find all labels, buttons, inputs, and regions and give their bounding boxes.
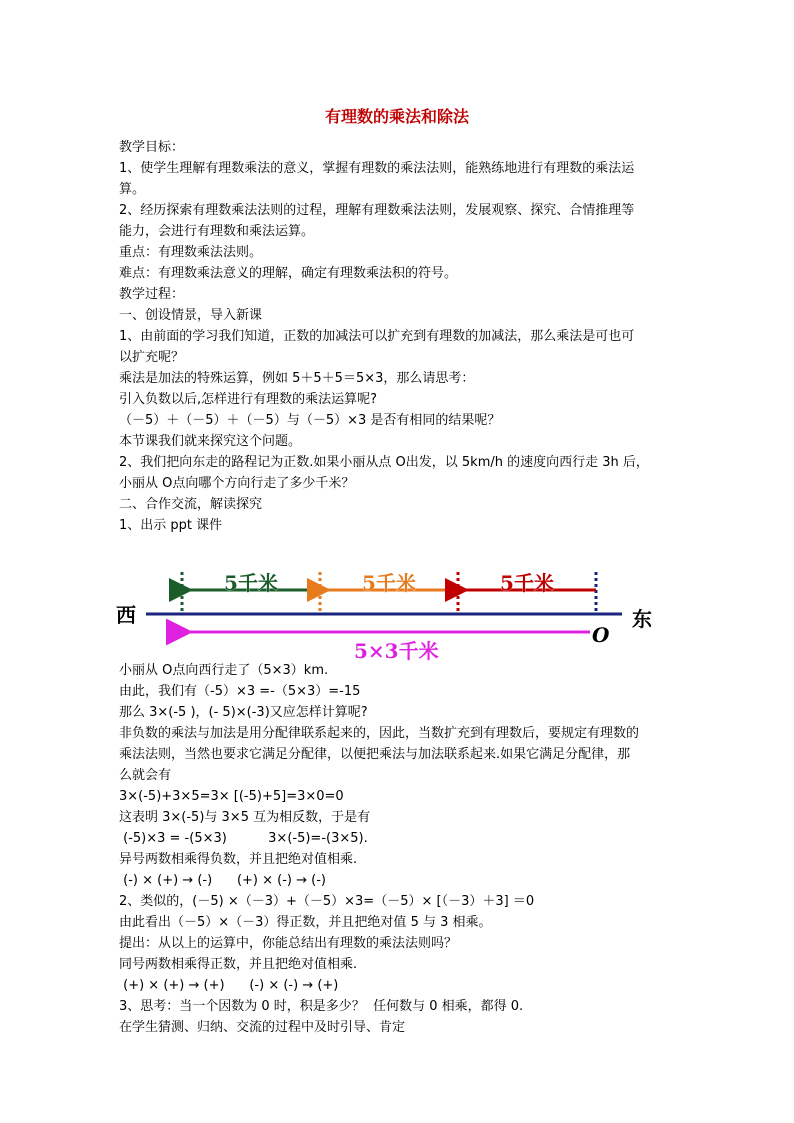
total-label: 5×3千米 <box>354 639 439 663</box>
east-label: 东 <box>632 607 652 631</box>
text-line: 3、思考：当一个因数为 0 时，积是多少？ 任何数与 0 相乘，都得 0. <box>119 999 524 1014</box>
text-line: 么就会有 <box>119 768 172 783</box>
origin-label: O <box>592 623 610 647</box>
text-line: 1、出示 ppt 课件 <box>119 518 223 533</box>
text-line: 引入负数以后,怎样进行有理数的乘法运算呢? <box>119 392 378 407</box>
text-line: 能力，会进行有理数和乘法运算。 <box>119 224 315 239</box>
segment-label-2: 5千米 <box>362 571 416 595</box>
text-line: 本节课我们就来探究这个问题。 <box>119 434 302 449</box>
text-line: 2、我们把向东走的路程记为正数.如果小丽从点 O出发，以 5km/h 的速度向西行走 3h 后， <box>119 455 649 470</box>
text-line: 这表明 3×(-5)与 3×5 互为相反数，于是有 <box>119 810 371 825</box>
text-line: 教学过程： <box>119 287 185 302</box>
segment-label-3: 5千米 <box>500 571 554 595</box>
text-line: 在学生猜测、归纳、交流的过程中及时引导、肯定 <box>119 1020 406 1035</box>
number-line-diagram <box>114 560 674 670</box>
text-line: 那么 3×(-5 )，(- 5)×(-3)又应怎样计算呢? <box>119 705 368 720</box>
text-line: 同号两数相乘得正数，并且把绝对值相乘. <box>119 957 358 972</box>
text-line: 一、创设情景，导入新课 <box>119 308 263 323</box>
page-title: 有理数的乘法和除法 <box>324 107 469 126</box>
text-line: (-5)×3 = -(5×3) 3×(-5)=-(3×5). <box>119 831 368 846</box>
text-line: 3×(-5)+3×5=3× [(-5)+5]=3×0=0 <box>119 789 344 804</box>
segment-label-1: 5千米 <box>224 571 278 595</box>
text-line: 1、由前面的学习我们知道，正数的加减法可以扩充到有理数的加减法，那么乘法是可也可 <box>119 329 635 344</box>
text-line: 教学目标： <box>119 140 185 155</box>
text-line: 由此，我们有（-5）×3 =-（5×3）=-15 <box>119 684 361 699</box>
text-line: 小丽从 O点向西行走了（5×3）km. <box>119 663 329 678</box>
text-line: (-) × (+) → (-) (+) × (-) → (-) <box>119 873 326 888</box>
text-line: 乘法法则，当然也要求它满足分配律，以便把乘法与加法联系起来.如果它满足分配律，那 <box>119 747 631 762</box>
text-line: 以扩充呢？ <box>119 350 185 365</box>
text-line: （－5）＋（－5）＋（－5）与（－5）×3 是否有相同的结果呢？ <box>119 413 501 428</box>
text-line: 小丽从 O点向哪个方向行走了多少千米？ <box>119 476 355 491</box>
text-line: 难点：有理数乘法意义的理解，确定有理数乘法积的符号。 <box>119 266 458 281</box>
text-line: 1、使学生理解有理数乘法的意义，掌握有理数的乘法法则，能熟练地进行有理数的乘法运 <box>119 161 635 176</box>
west-label: 西 <box>116 603 136 627</box>
text-line: 重点：有理数乘法法则。 <box>119 245 263 260</box>
text-line: 提出：从以上的运算中，你能总结出有理数的乘法法则吗？ <box>119 936 458 951</box>
text-line: (+) × (+) → (+) (-) × (-) → (+) <box>119 978 339 993</box>
text-line: 异号两数相乘得负数，并且把绝对值相乘. <box>119 852 358 867</box>
text-line: 由此看出（－5）×（－3）得正数，并且把绝对值 5 与 3 相乘。 <box>119 915 492 930</box>
text-line: 2、经历探索有理数乘法法则的过程，理解有理数乘法法则，发展观察、探究、合情推理等 <box>119 203 635 218</box>
text-line: 乘法是加法的特殊运算，例如 5＋5＋5＝5×3，那么请思考： <box>119 371 475 386</box>
text-line: 算。 <box>119 182 146 197</box>
text-line: 2、类似的，(－5) ×（－3）+（－5）×3=（－5）× [（－3）＋3] ＝0 <box>119 894 535 909</box>
text-line: 非负数的乘法与加法是用分配律联系起来的，因此，当数扩充到有理数后，要规定有理数的 <box>119 726 640 741</box>
text-line: 二、合作交流，解读探究 <box>119 497 263 512</box>
